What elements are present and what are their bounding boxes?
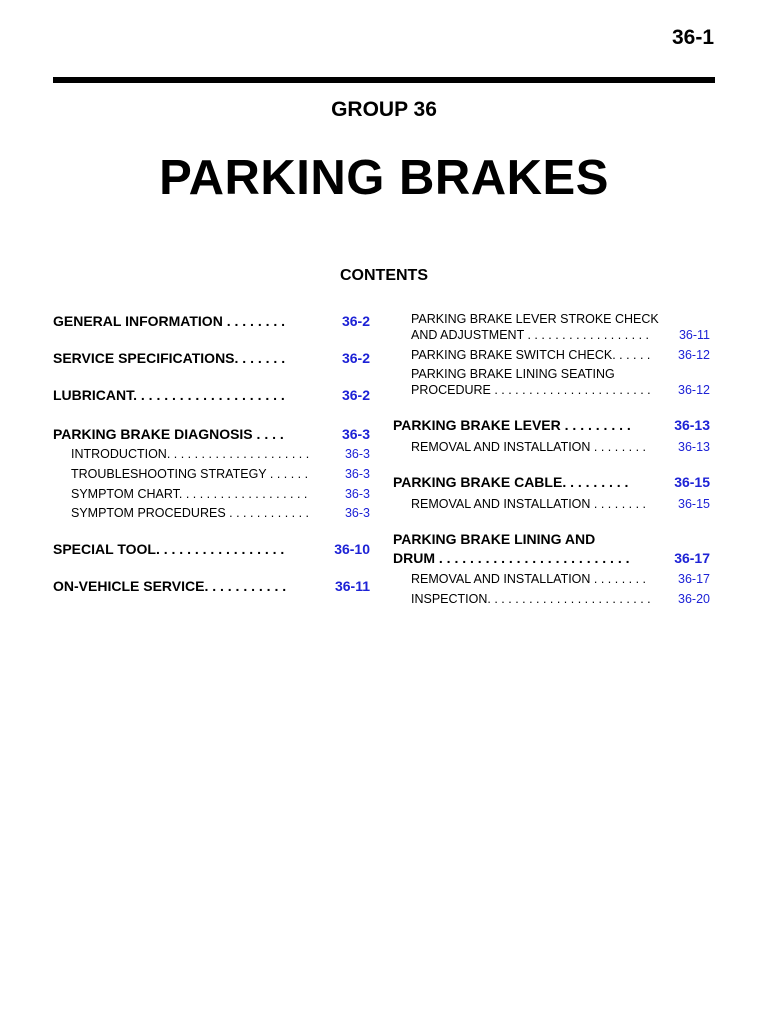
- page-number: 36-1: [671, 26, 714, 49]
- toc-subentry-drum-removal[interactable]: REMOVAL AND INSTALLATION . . . . . . . . 36-17: [411, 572, 710, 586]
- toc-entry-special-tool[interactable]: SPECIAL TOOL. . . . . . . . . . . . . . . . . 36-10: [53, 541, 370, 557]
- toc-subentry-lining-seating-procedure[interactable]: PROCEDURE . . . . . . . . . . . . . . . . . . . . . . . 36-12: [411, 383, 710, 397]
- toc-entry-lining-and-drum[interactable]: DRUM . . . . . . . . . . . . . . . . . . . . . . . . . 36-17: [393, 550, 710, 566]
- toc-entry-service-specifications[interactable]: SERVICE SPECIFICATIONS. . . . . . . 36-2: [53, 350, 370, 366]
- page-link[interactable]: 36-3: [344, 506, 370, 520]
- page-link[interactable]: 36-2: [341, 387, 370, 403]
- group-label: GROUP 36: [331, 98, 437, 121]
- page-title: PARKING BRAKES: [159, 151, 609, 205]
- page-link[interactable]: 36-11: [334, 578, 370, 594]
- toc-entry-parking-brake-diagnosis[interactable]: PARKING BRAKE DIAGNOSIS . . . . 36-3: [53, 426, 370, 442]
- page-link[interactable]: 36-2: [341, 313, 370, 329]
- toc-subentry-cable-removal[interactable]: REMOVAL AND INSTALLATION . . . . . . . . 36-15: [411, 497, 710, 511]
- toc-subentry-symptom-chart[interactable]: SYMPTOM CHART. . . . . . . . . . . . . . . . . . . 36-3: [71, 487, 370, 501]
- page-link[interactable]: 36-13: [674, 417, 710, 433]
- page-link[interactable]: 36-11: [678, 328, 710, 342]
- toc-subentry-introduction[interactable]: INTRODUCTION. . . . . . . . . . . . . . . . . . . . . 36-3: [71, 447, 370, 461]
- page-link[interactable]: 36-3: [344, 467, 370, 481]
- toc-entry-lining-drum-line1: PARKING BRAKE LINING AND: [393, 531, 596, 547]
- page-link[interactable]: 36-2: [341, 350, 370, 366]
- toc-entry-general-information[interactable]: GENERAL INFORMATION . . . . . . . . 36-2: [53, 313, 370, 329]
- page-link[interactable]: 36-10: [334, 541, 370, 557]
- toc-entry-parking-brake-cable[interactable]: PARKING BRAKE CABLE. . . . . . . . . 36-15: [393, 474, 710, 490]
- toc-subentry-switch-check[interactable]: PARKING BRAKE SWITCH CHECK. . . . . . 36-12: [411, 348, 710, 362]
- toc-entry-parking-brake-lever[interactable]: PARKING BRAKE LEVER . . . . . . . . . 36-13: [393, 417, 710, 433]
- page-link[interactable]: 36-20: [678, 592, 710, 606]
- page-link[interactable]: 36-15: [674, 474, 710, 490]
- toc-entry-lubricant[interactable]: LUBRICANT. . . . . . . . . . . . . . . . . . . . 36-2: [53, 387, 370, 403]
- header-rule: [53, 77, 715, 83]
- toc-subentry-troubleshooting-strategy[interactable]: TROUBLESHOOTING STRATEGY . . . . . . 36-3: [71, 467, 370, 481]
- page-link[interactable]: 36-3: [344, 487, 370, 501]
- page-link[interactable]: 36-17: [678, 572, 710, 586]
- toc-subentry-lining-seating-line1: PARKING BRAKE LINING SEATING: [411, 367, 615, 381]
- page-link[interactable]: 36-13: [678, 440, 710, 454]
- toc-entry-on-vehicle-service[interactable]: ON-VEHICLE SERVICE. . . . . . . . . . . 36-11: [53, 578, 370, 594]
- toc-subentry-lever-stroke-line1: PARKING BRAKE LEVER STROKE CHECK: [411, 312, 659, 326]
- page-link[interactable]: 36-12: [678, 383, 710, 397]
- toc-subentry-lever-removal[interactable]: REMOVAL AND INSTALLATION . . . . . . . . 36-13: [411, 440, 710, 454]
- toc-subentry-symptom-procedures[interactable]: SYMPTOM PROCEDURES . . . . . . . . . . . . 36-3: [71, 506, 370, 520]
- toc-subentry-lever-stroke-check[interactable]: AND ADJUSTMENT . . . . . . . . . . . . . . . . . . 36-11: [411, 328, 710, 342]
- contents-heading: CONTENTS: [340, 267, 428, 284]
- page-link[interactable]: 36-3: [344, 447, 370, 461]
- toc-subentry-inspection[interactable]: INSPECTION. . . . . . . . . . . . . . . . . . . . . . . . 36-20: [411, 592, 710, 606]
- page-link[interactable]: 36-17: [674, 550, 710, 566]
- page-link[interactable]: 36-3: [341, 426, 370, 442]
- page-link[interactable]: 36-12: [678, 348, 710, 362]
- page-link[interactable]: 36-15: [678, 497, 710, 511]
